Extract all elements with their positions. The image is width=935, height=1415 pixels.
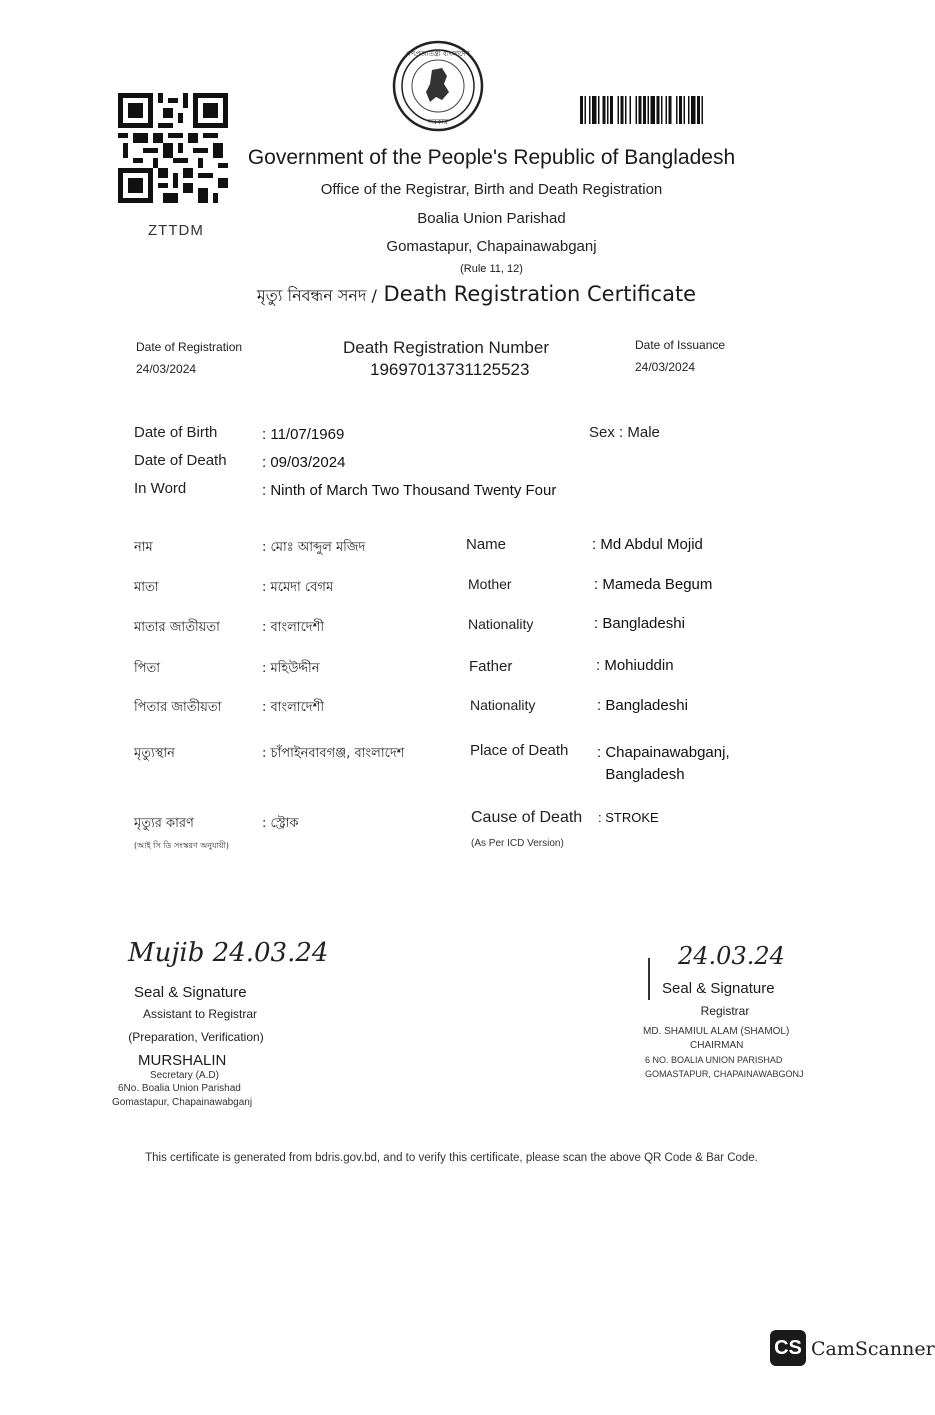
date-of-issuance-label: Date of Issuance (635, 338, 726, 352)
camscanner-name: CamScanner (811, 1338, 935, 1360)
right-stamp-name: MD. SHAMIUL ALAM (SHAMOL) (643, 1026, 790, 1037)
sex-field (589, 424, 660, 441)
mother-nationality-text: Bangladeshi (602, 615, 685, 632)
father-value: : Mohiuddin (596, 657, 674, 674)
place-of-death-text: Chapainawabganj, (605, 744, 730, 761)
government-title: Government of the People's Republic of Bangladesh (247, 146, 736, 169)
rule-reference: (Rule 11, 12) (460, 263, 523, 275)
left-handwritten-signature: Mujib 24.03.24 (128, 938, 329, 968)
bn-cause-note: (আই সি ডি সংস্করণ অনুযায়ী) (134, 841, 230, 850)
barcode (580, 96, 772, 124)
name-label: Name (466, 536, 507, 553)
right-seal-label: Seal & Signature (662, 980, 775, 997)
name-text: Md Abdul Mojid (600, 536, 703, 553)
bn-mother-value: : মমেদা বেগম (262, 580, 334, 595)
date-of-registration-value: 24/03/2024 (136, 362, 197, 376)
left-stamp-name: MURSHALIN (138, 1052, 227, 1069)
sex-label: Sex : (589, 424, 624, 441)
date-of-death-text: 09/03/2024 (270, 454, 346, 471)
date-of-birth-text: 11/07/1969 (270, 426, 345, 443)
cause-of-death-value: : STROKE (598, 810, 659, 825)
location-title: Gomastapur, Chapainawabganj (386, 238, 597, 255)
father-text: Mohiuddin (604, 657, 674, 674)
bn-father-text: মহিউদ্দীন (270, 661, 320, 676)
registration-number-value: 19697013731125523 (370, 360, 530, 379)
right-stamp-office: 6 NO. BOALIA UNION PARISHAD (645, 1055, 783, 1065)
union-title: Boalia Union Parishad (417, 210, 566, 227)
verification-footer: This certificate is generated from bdris.gov.bd, and to verify this certificate, please scan the above QR Code & Bar Code. (145, 1152, 758, 1164)
left-stamp-title: Secretary (A.D) (150, 1070, 219, 1081)
certificate-title (0, 282, 903, 310)
certificate-title-en: Death Registration Certificate (383, 282, 697, 306)
right-stamp-location: GOMASTAPUR, CHAPAINAWABGONJ (645, 1069, 804, 1079)
cause-note: (As Per ICD Version) (471, 838, 564, 849)
place-of-death-text-line2: Bangladesh (605, 766, 685, 783)
date-of-registration-label: Date of Registration (136, 340, 243, 354)
father-nationality-text: Bangladeshi (605, 697, 688, 714)
place-of-death-value: : Chapainawabganj, Bangladesh (597, 744, 730, 783)
place-of-death-label: Place of Death (470, 742, 569, 759)
date-of-death-value: : 09/03/2024 (262, 454, 346, 471)
mother-nationality-value: : Bangladeshi (594, 615, 685, 632)
date-of-birth-value: : 11/07/1969 (262, 426, 345, 443)
bn-name-value: : মোঃ আব্দুল মজিদ (262, 540, 366, 555)
bn-mother-nationality-value: : বাংলাদেশী (262, 620, 325, 635)
camscanner-logo-icon: CS (770, 1330, 806, 1366)
father-label: Father (469, 658, 513, 675)
mother-label: Mother (468, 576, 512, 592)
right-handwritten-signature: 24.03.24 (678, 942, 785, 970)
left-role: Assistant to Registrar (142, 1007, 258, 1021)
left-stamp-location: Gomastapur, Chapainawabganj (112, 1097, 253, 1108)
in-word-text: Ninth of March Two Thousand Twenty Four (270, 482, 557, 499)
cause-of-death-label: Cause of Death (471, 809, 583, 826)
bn-cause-of-death-label: মৃত্যুর কারণ (134, 816, 194, 831)
left-stamp-office: 6No. Boalia Union Parishad (118, 1083, 241, 1094)
right-signature-bracket (648, 958, 650, 1000)
father-nationality-label: Nationality (470, 697, 536, 713)
in-word-label: In Word (134, 480, 187, 497)
sex-value: Male (627, 424, 660, 441)
seal-text-bottom: সরকার (428, 118, 448, 126)
right-role: Registrar (700, 1004, 750, 1018)
bn-mother-nationality-label: মাতার জাতীয়তা (134, 620, 220, 635)
name-value: : Md Abdul Mojid (592, 536, 703, 553)
mother-text: Mameda Begum (602, 576, 713, 593)
bn-cause-of-death-text: স্ট্রোক (270, 816, 299, 831)
bn-father-nationality-value: : বাংলাদেশী (262, 700, 325, 715)
in-word-value: : Ninth of March Two Thousand Twenty Four (262, 482, 557, 499)
cause-of-death-text: STROKE (605, 810, 659, 825)
date-of-issuance-value: 24/03/2024 (635, 360, 696, 374)
bn-mother-text: মমেদা বেগম (270, 580, 334, 595)
left-role-2: (Preparation, Verification) (128, 1030, 264, 1044)
bn-father-nationality-label: পিতার জাতীয়তা (134, 700, 222, 715)
registration-number-label: Death Registration Number (343, 338, 549, 357)
government-seal-icon (392, 40, 484, 132)
bn-cause-of-death-value: : স্ট্রোক (262, 816, 299, 831)
certificate-title-bn: মৃত্যু নিবন্ধন সনদ / (256, 286, 377, 305)
bn-father-nationality-text: বাংলাদেশী (270, 700, 325, 715)
seal-text-top: গণপ্রজাতন্ত্রী বাংলাদেশ (406, 50, 470, 58)
bn-name-text: মোঃ আব্দুল মজিদ (270, 540, 366, 555)
right-stamp-title: CHAIRMAN (690, 1040, 744, 1051)
qr-code-label: ZTTDM (148, 222, 204, 239)
bn-mother-nationality-text: বাংলাদেশী (270, 620, 325, 635)
date-of-death-label: Date of Death (134, 452, 227, 469)
left-seal-label: Seal & Signature (134, 984, 247, 1001)
date-of-birth-label: Date of Birth (134, 424, 218, 441)
mother-nationality-label: Nationality (468, 616, 534, 632)
bn-place-of-death-value: : চাঁপাইনবাবগঞ্জ, বাংলাদেশ (262, 746, 405, 761)
bn-place-of-death-text: চাঁপাইনবাবগঞ্জ, বাংলাদেশ (270, 746, 405, 761)
bn-name-label: নাম (134, 540, 153, 555)
father-nationality-value: : Bangladeshi (597, 697, 688, 714)
bn-father-label: পিতা (134, 661, 161, 676)
bn-mother-label: মাতা (134, 580, 159, 595)
bn-place-of-death-label: মৃত্যুস্থান (134, 746, 175, 761)
office-title: Office of the Registrar, Birth and Death Registration (320, 181, 663, 198)
mother-value: : Mameda Begum (594, 576, 713, 593)
bn-father-value: : মহিউদ্দীন (262, 661, 320, 676)
